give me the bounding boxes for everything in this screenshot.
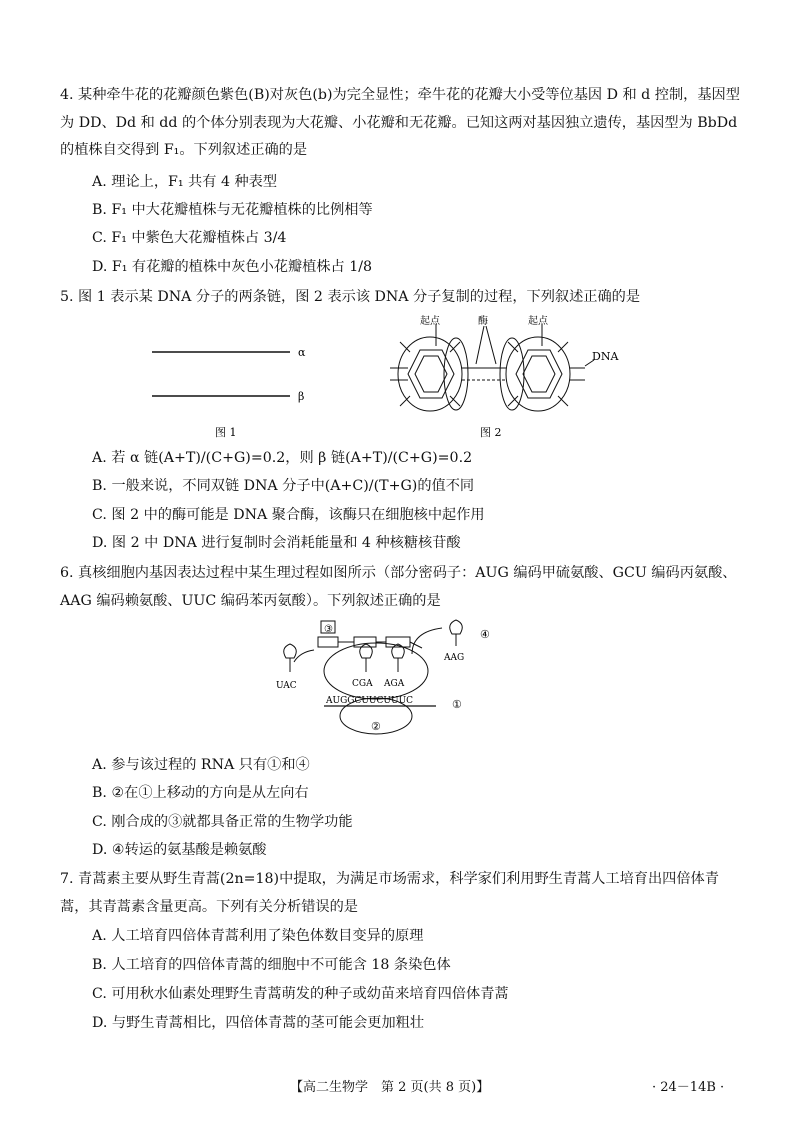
q5-option-d: D. 图 2 中 DNA 进行复制时会消耗能量和 4 种核糖核苷酸 bbox=[92, 535, 461, 551]
figure-2-caption: 图 2 bbox=[480, 426, 502, 439]
q6-option-a: A. 参与该过程的 RNA 只有①和④ bbox=[92, 757, 310, 773]
figure-1-caption: 图 1 bbox=[215, 426, 237, 439]
page-footer bbox=[0, 1076, 794, 1098]
label-3: ③ bbox=[324, 624, 333, 635]
codon-aga: AGA bbox=[384, 679, 405, 689]
origin-label-2: 起点 bbox=[528, 316, 548, 327]
q7-option-c: C. 可用秋水仙素处理野生青蒿萌发的种子或幼苗来培育四倍体青蒿 bbox=[92, 986, 509, 1002]
q4-option-c: C. F₁ 中紫色大花瓣植株占 3/4 bbox=[92, 230, 287, 246]
q7-option-b: B. 人工培育的四倍体青蒿的细胞中不可能含 18 条染色体 bbox=[92, 957, 451, 973]
footer-page-info: 【高二生物学 第 2 页(共 8 页)】 bbox=[290, 1080, 490, 1095]
codon-uac: UAC bbox=[276, 681, 297, 691]
q5-option-b: B. 一般来说，不同双链 DNA 分子中(A+C)/(T+G)的值不同 bbox=[92, 478, 475, 494]
q6-stem: 6. 真核细胞内基因表达过程中某生理过程如图所示（部分密码子：AUG 编码甲硫氨酸、GCU 编码丙氨酸、AAG 编码赖氨酸、UUC 编码苯丙氨酸）。下列叙述正确的是 bbox=[60, 565, 737, 609]
translation-figure bbox=[266, 616, 506, 742]
footer-code: · 24－14B · bbox=[652, 1080, 725, 1095]
q7-option-d: D. 与野生青蒿相比，四倍体青蒿的茎可能会更加粗壮 bbox=[92, 1015, 425, 1031]
figure-2 bbox=[380, 312, 640, 442]
q6-option-d: D. ④转运的氨基酸是赖氨酸 bbox=[92, 842, 267, 858]
beta-label: β bbox=[298, 390, 305, 403]
q6-option-c: C. 刚合成的③就都具备正常的生物学功能 bbox=[92, 814, 353, 830]
codon-cga: CGA bbox=[352, 679, 373, 689]
label-2: ② bbox=[371, 720, 381, 733]
label-1: ① bbox=[452, 698, 462, 711]
codon-aag: AAG bbox=[444, 653, 465, 663]
enzyme-label: 酶 bbox=[478, 316, 488, 327]
q5-option-c: C. 图 2 中的酶可能是 DNA 聚合酶，该酶只在细胞核中起作用 bbox=[92, 507, 485, 523]
figure-1 bbox=[140, 312, 340, 442]
q6-option-b: B. ②在①上移动的方向是从左向右 bbox=[92, 785, 309, 801]
q4-option-a: A. 理论上，F₁ 共有 4 种表型 bbox=[92, 174, 278, 190]
mrna-sequence: AUGGCUUCUUUC bbox=[326, 696, 414, 706]
q5-stem: 5. 图 1 表示某 DNA 分子的两条链，图 2 表示该 DNA 分子复制的过程，下列叙述正确的是 bbox=[60, 289, 641, 305]
q4-stem: 4. 某种牵牛花的花瓣颜色紫色(B)对灰色(b)为完全显性；牵牛花的花瓣大小受等位基因 D 和 d 控制，基因型为 DD、Dd 和 dd 的个体分别表现为大花瓣、小花瓣和无花瓣。已知这两对基因独立遗传，基因型为 BbDd 的植株自交得到 F₁。下列叙述正确的是 bbox=[60, 87, 740, 158]
q7-stem: 7. 青蒿素主要从野生青蒿(2n=18)中提取，为满足市场需求，科学家们利用野生青蒿人工培育出四倍体青蒿，其青蒿素含量更高。下列有关分析错误的是 bbox=[60, 871, 719, 915]
dna-label: DNA bbox=[592, 350, 619, 363]
label-4: ④ bbox=[480, 628, 490, 641]
origin-label-1: 起点 bbox=[420, 316, 440, 327]
q7-option-a: A. 人工培育四倍体青蒿利用了染色体数目变异的原理 bbox=[92, 928, 424, 944]
q4-option-d: D. F₁ 有花瓣的植株中灰色小花瓣植株占 1/8 bbox=[92, 259, 373, 275]
q5-option-a: A. 若 α 链(A+T)/(C+G)=0.2，则 β 链(A+T)/(C+G)=0.2 bbox=[92, 450, 473, 466]
alpha-label: α bbox=[298, 346, 306, 359]
q4-option-b: B. F₁ 中大花瓣植株与无花瓣植株的比例相等 bbox=[92, 202, 373, 218]
